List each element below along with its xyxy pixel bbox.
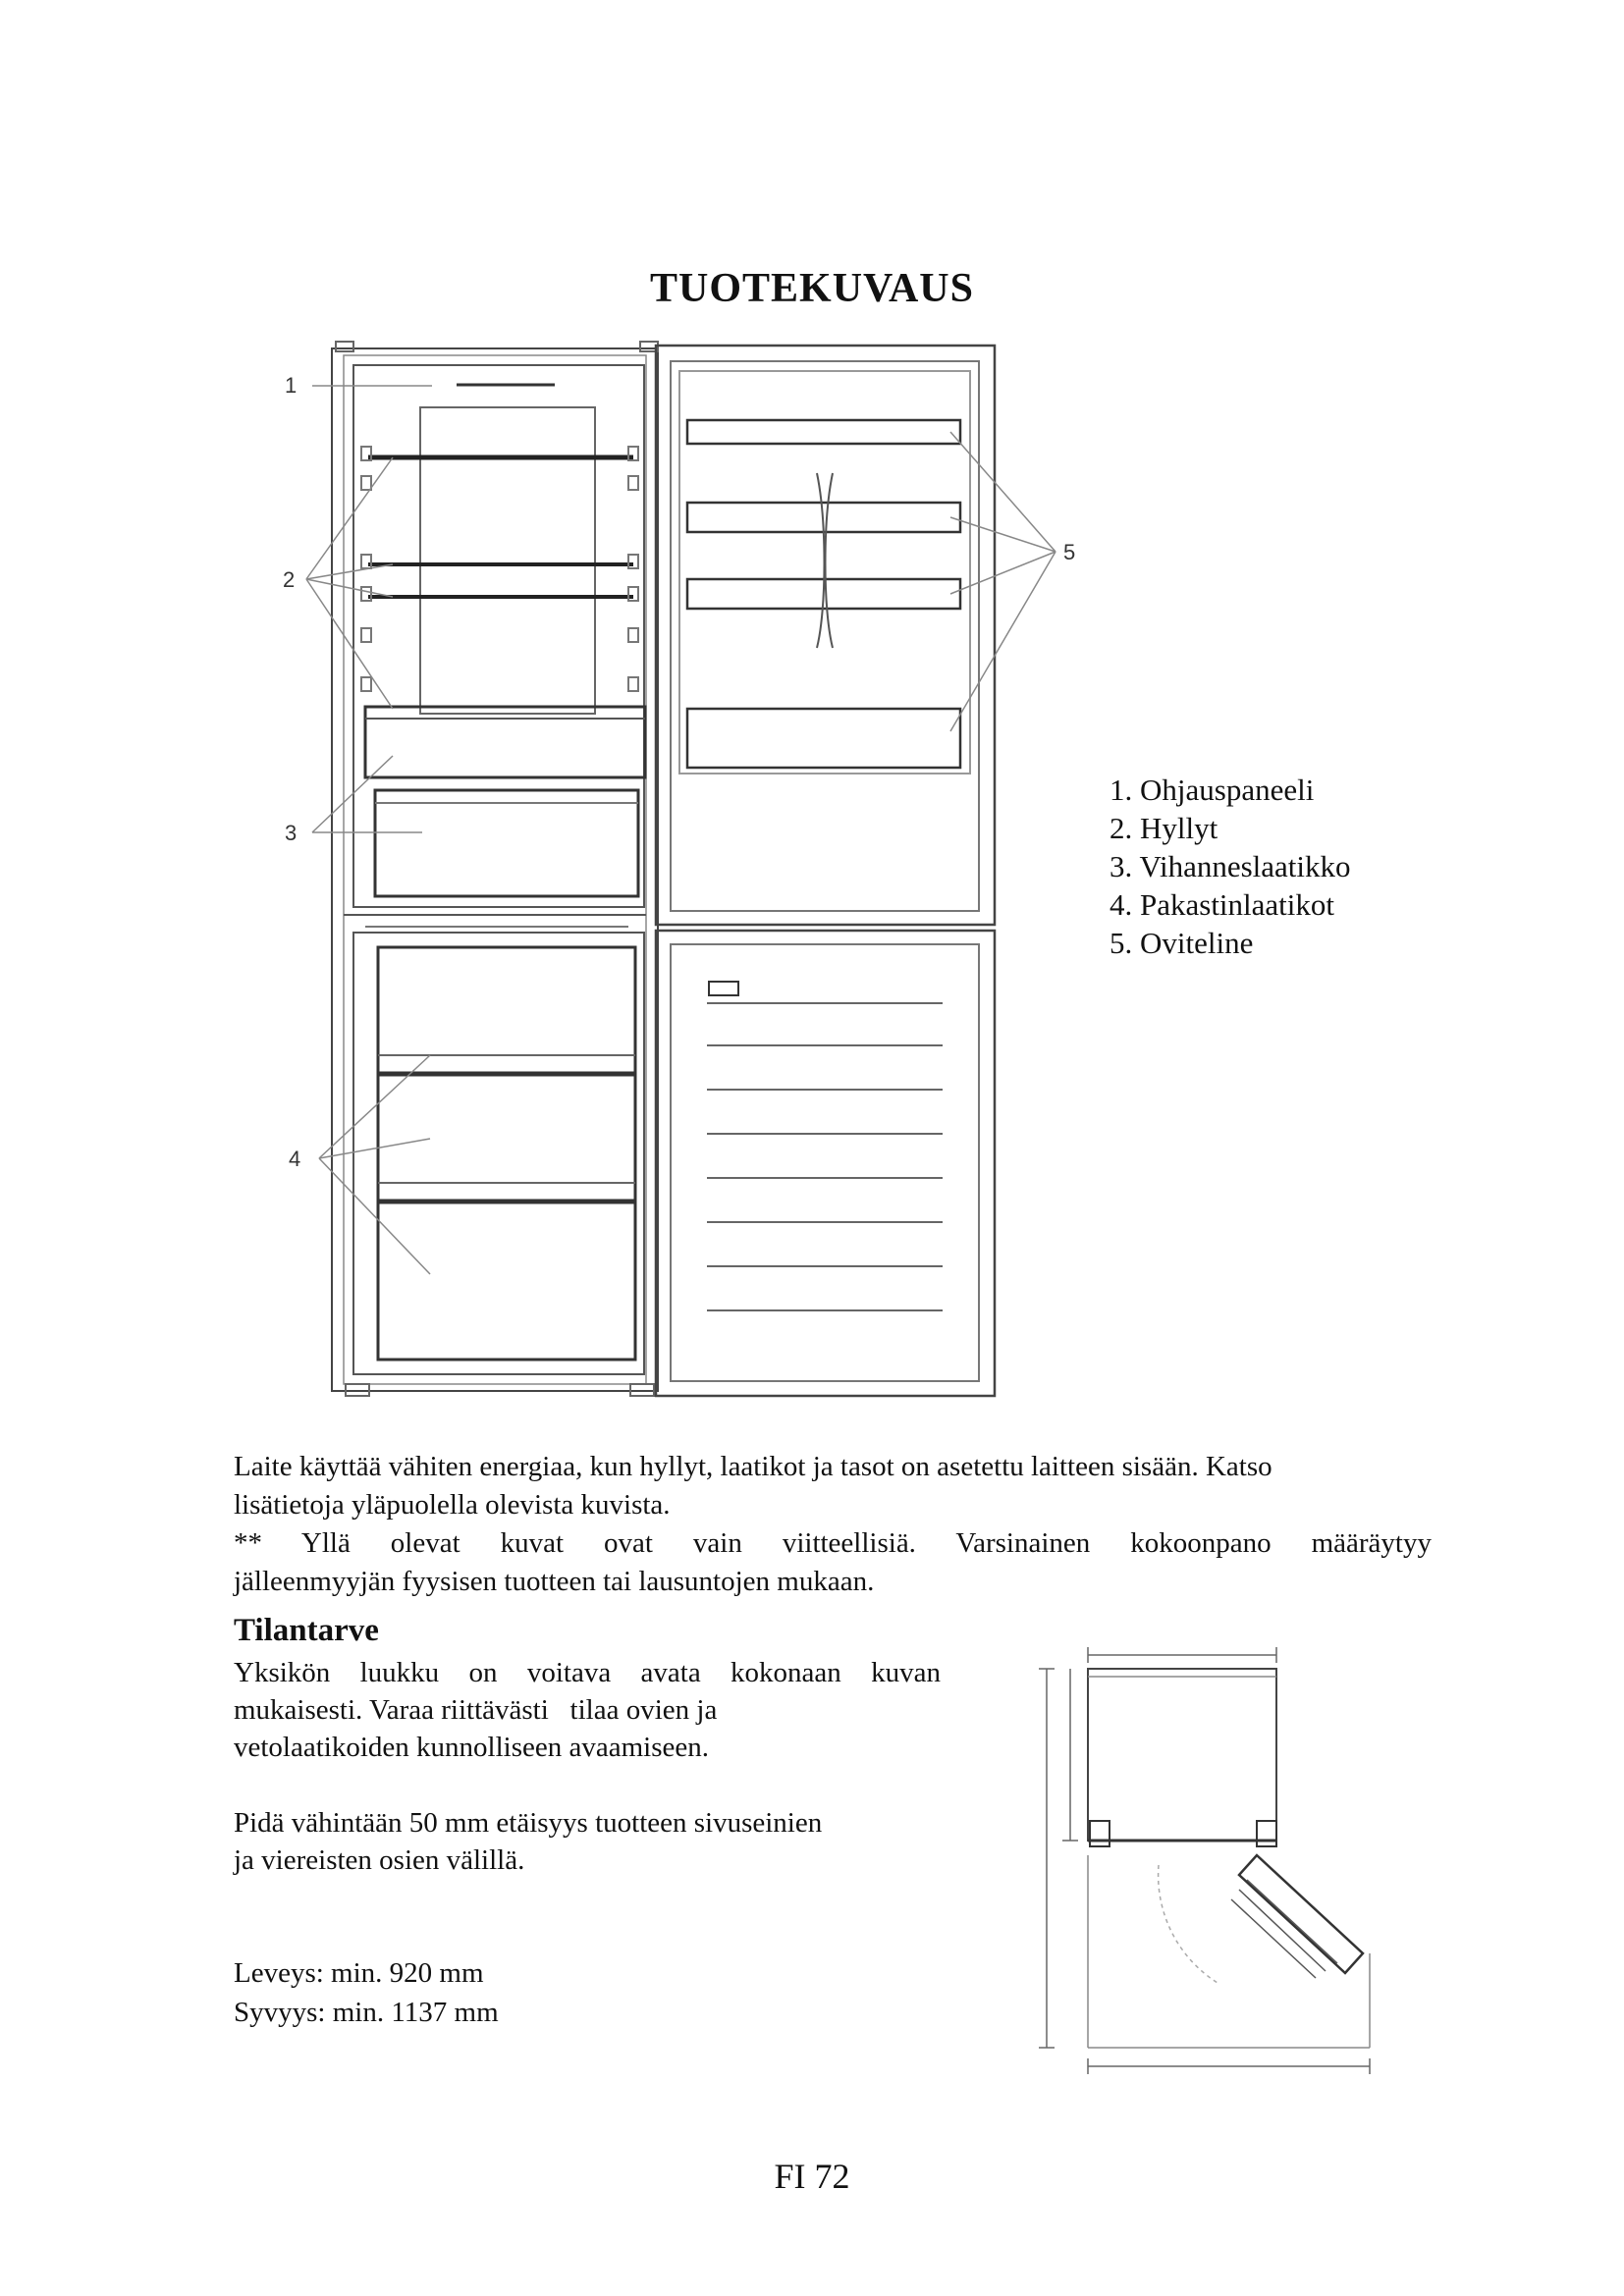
legend-item: 2. Hyllyt [1110,811,1218,845]
clearance-line-1: Pidä vähintään 50 mm etäisyys tuotteen sivuseinien [234,1807,823,1839]
space-line-3: vetolaatikoiden kunnolliseen avaamiseen. [234,1732,709,1763]
page-number: FI 72 [774,2157,850,2196]
width-value: Leveys: min. 920 mm [234,1957,484,1989]
note-line-2: jälleenmyyjän fyysisen tuotteen tai lausuntojen mukaan. [234,1566,875,1597]
legend-item: 1. Ohjauspaneeli [1110,773,1315,807]
energy-line-2: lisätietoja yläpuolella olevista kuvista. [234,1489,671,1521]
callout-3: 3 [285,821,298,845]
legend-item: 3. Vihanneslaatikko [1110,849,1351,883]
legend-item: 4. Pakastinlaatikot [1110,887,1335,922]
callout-4: 4 [289,1147,301,1171]
note-line-1: ** Yllä olevat kuvat ovat vain viitteellisiä. Varsinainen kokoonpano määräytyy [234,1527,1432,1559]
legend-item: 5. Oviteline [1110,926,1254,960]
space-line-1: Yksikön luukku on voitava avata kokonaan kuvan [234,1657,941,1688]
callout-5: 5 [1063,540,1076,564]
space-line-2: mukaisesti. Varaa riittävästi tilaa ovien ja [234,1694,718,1726]
depth-value: Syvyys: min. 1137 mm [234,1997,499,2028]
clearance-line-2: ja viereisten osien välillä. [234,1844,525,1876]
energy-line-1: Laite käyttää vähiten energiaa, kun hyllyt, laatikot ja tasot on asetettu laitteen sisään. Katso [234,1451,1272,1482]
callout-2: 2 [283,567,296,592]
section-heading: Tilantarve [234,1613,379,1648]
callout-1: 1 [285,373,298,398]
page-title: TUOTEKUVAUS [650,266,974,311]
